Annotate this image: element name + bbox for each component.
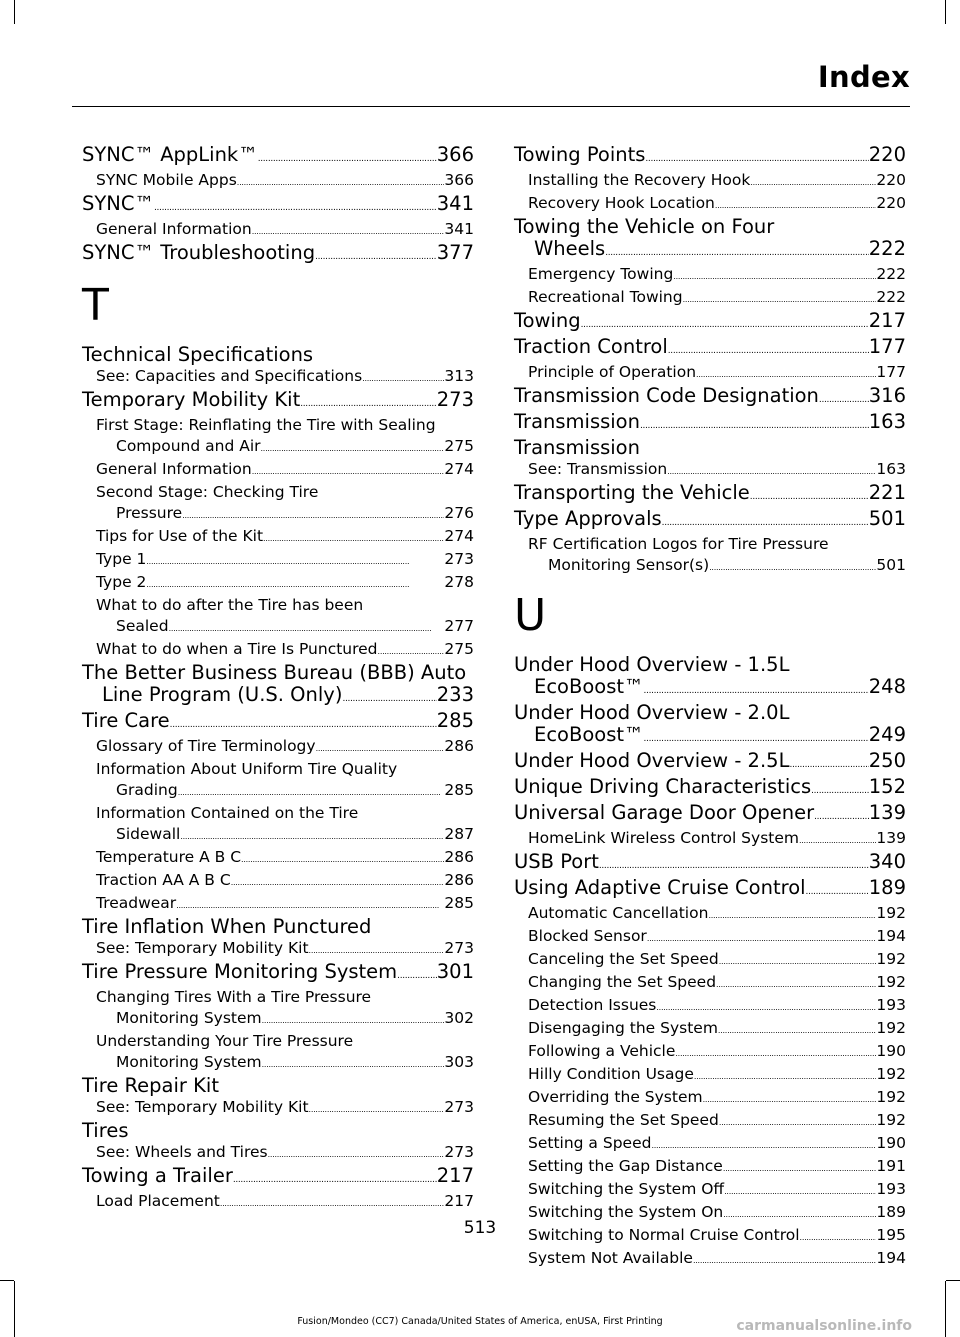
index-subentry[interactable]: General Information . . . 274: [82, 459, 474, 482]
index-subentry[interactable]: HomeLink Wireless Control System . . . 139: [514, 828, 906, 851]
index-subentry[interactable]: See: Capacities and Specifications . . . 313: [82, 366, 474, 389]
index-subentry[interactable]: Monitoring System . . . 302: [82, 1008, 474, 1031]
index-entry[interactable]: EcoBoost™ . . . 249: [514, 724, 906, 750]
index-entry[interactable]: Transmission Code Designation . . . 316: [514, 385, 906, 411]
index-entry[interactable]: Traction Control . . . 177: [514, 336, 906, 362]
index-column-right: [514, 144, 906, 1271]
index-entry[interactable]: EcoBoost™ . . . 248: [514, 676, 906, 702]
index-subentry[interactable]: Disengaging the System . . . 192: [514, 1018, 906, 1041]
crop-mark-bottom-right-h: [946, 1280, 960, 1281]
index-entry[interactable]: Transmission . . . 163: [514, 411, 906, 437]
index-subentry[interactable]: System Not Available . . . 194: [514, 1248, 906, 1271]
index-subentry[interactable]: Detection Issues . . . 193: [514, 995, 906, 1018]
index-subentry[interactable]: Canceling the Set Speed . . . 192: [514, 949, 906, 972]
index-entry-line: The Better Business Bureau (BBB) Auto: [82, 661, 467, 684]
index-subentry[interactable]: Tips for Use of the Kit . . . 274: [82, 526, 474, 549]
index-subentry[interactable]: Temperature A B C . . . 286: [82, 847, 474, 870]
section-letter: T: [82, 280, 109, 331]
footer-text: Fusion/Mondeo (CC7) Canada/United States of America, enUSA, First Printing: [297, 1316, 663, 1327]
index-entry[interactable]: Using Adaptive Cruise Control . . . 189: [514, 877, 906, 903]
index-entry[interactable]: Universal Garage Door Opener . . . 139: [514, 802, 906, 828]
index-subentry[interactable]: Emergency Towing . . . 222: [514, 264, 906, 287]
index-subentry[interactable]: Compound and Air . . . 275: [82, 436, 474, 459]
index-subentry[interactable]: General Information . . . 341: [82, 219, 474, 242]
index-subentry[interactable]: Installing the Recovery Hook . . . 220: [514, 170, 906, 193]
index-entry-heading: Transmission: [514, 436, 640, 459]
page-number: 513: [463, 1218, 497, 1238]
index-subentry[interactable]: What to do when a Tire Is Punctured . . . 275: [82, 639, 474, 662]
index-subentry[interactable]: Glossary of Tire Terminology . . . 286: [82, 736, 474, 759]
index-entry[interactable]: Temporary Mobility Kit . . . 273: [82, 389, 474, 415]
page-title: Index: [817, 60, 910, 94]
index-subentry[interactable]: Monitoring Sensor(s) . . . 501: [514, 555, 906, 578]
index-entry[interactable]: Towing Points . . . 220: [514, 144, 906, 170]
index-entry-line: Under Hood Overview - 2.0L: [514, 701, 790, 724]
crop-mark-top-left: [14, 0, 15, 24]
crop-mark-bottom-left: [14, 1281, 15, 1337]
index-subentry[interactable]: Grading . . . 285: [82, 780, 474, 803]
index-subentry-line: Second Stage: Checking Tire: [96, 483, 319, 501]
index-entry[interactable]: Towing . . . 217: [514, 310, 906, 336]
index-subentry[interactable]: Setting a Speed . . . 190: [514, 1133, 906, 1156]
index-subentry[interactable]: See: Temporary Mobility Kit . . . 273: [82, 1097, 474, 1120]
index-subentry[interactable]: Type 1 . . . 273: [82, 549, 474, 572]
index-subentry[interactable]: Hilly Condition Usage . . . 192: [514, 1064, 906, 1087]
index-entry[interactable]: Unique Driving Characteristics . . . 152: [514, 776, 906, 802]
index-subentry[interactable]: SYNC Mobile Apps . . . 366: [82, 170, 474, 193]
index-subentry[interactable]: Switching the System On . . . 189: [514, 1202, 906, 1225]
index-entry[interactable]: Type Approvals . . . 501: [514, 508, 906, 534]
index-subentry[interactable]: Setting the Gap Distance . . . 191: [514, 1156, 906, 1179]
index-subentry-line: Understanding Your Tire Pressure: [96, 1032, 354, 1050]
index-entry[interactable]: SYNC™ AppLink™ . . . 366: [82, 144, 474, 170]
index-entry[interactable]: Tire Care . . . 285: [82, 710, 474, 736]
index-subentry[interactable]: Monitoring System . . . 303: [82, 1052, 474, 1075]
index-entry[interactable]: USB Port . . . 340: [514, 851, 906, 877]
index-subentry[interactable]: See: Wheels and Tires . . . 273: [82, 1142, 474, 1165]
index-subentry[interactable]: Sidewall . . . 287: [82, 824, 474, 847]
index-subentry[interactable]: Recreational Towing . . . 222: [514, 287, 906, 310]
index-subentry[interactable]: Sealed . . . 277: [82, 616, 474, 639]
crop-mark-bottom-left-h: [0, 1280, 14, 1281]
index-subentry[interactable]: Switching to Normal Cruise Control . . . 195: [514, 1225, 906, 1248]
section-letter: U: [514, 590, 547, 641]
crop-mark-top-right: [945, 0, 946, 24]
index-subentry[interactable]: Recovery Hook Location . . . 220: [514, 193, 906, 216]
index-subentry[interactable]: Following a Vehicle . . . 190: [514, 1041, 906, 1064]
index-subentry[interactable]: Automatic Cancellation . . . 192: [514, 903, 906, 926]
index-subentry-line: What to do after the Tire has been: [96, 596, 364, 614]
index-entry-heading: Tire Inflation When Punctured: [82, 915, 372, 938]
index-subentry[interactable]: Treadwear . . . 285: [82, 893, 474, 916]
index-subentry[interactable]: See: Transmission . . . 163: [514, 459, 906, 482]
index-subentry[interactable]: Traction AA A B C . . . 286: [82, 870, 474, 893]
index-entry-heading: Tires: [82, 1119, 129, 1142]
index-entry-heading: Technical Specifications: [82, 343, 314, 366]
index-subentry[interactable]: See: Temporary Mobility Kit . . . 273: [82, 938, 474, 961]
index-subentry-line: Changing Tires With a Tire Pressure: [96, 988, 372, 1006]
index-entry[interactable]: SYNC™ . . . 341: [82, 193, 474, 219]
index-subentry[interactable]: Type 2 . . . 278: [82, 572, 474, 595]
index-entry-heading: Tire Repair Kit: [82, 1074, 219, 1097]
index-subentry-line: Information About Uniform Tire Quality: [96, 760, 398, 778]
index-subentry[interactable]: Principle of Operation . . . 177: [514, 362, 906, 385]
index-column-left: [82, 144, 474, 1214]
index-entry-line: Under Hood Overview - 1.5L: [514, 653, 790, 676]
index-subentry[interactable]: Switching the System Off . . . 193: [514, 1179, 906, 1202]
index-entry[interactable]: Under Hood Overview - 2.5L . . . 250: [514, 750, 906, 776]
index-subentry[interactable]: Pressure . . . 276: [82, 503, 474, 526]
index-entry[interactable]: SYNC™ Troubleshooting . . . 377: [82, 242, 474, 268]
index-subentry[interactable]: Blocked Sensor . . . 194: [514, 926, 906, 949]
index-subentry-line: RF Certification Logos for Tire Pressure: [528, 535, 829, 553]
crop-mark-bottom-right: [945, 1281, 946, 1337]
index-subentry[interactable]: Changing the Set Speed . . . 192: [514, 972, 906, 995]
index-subentry[interactable]: Overriding the System . . . 192: [514, 1087, 906, 1110]
index-entry[interactable]: Transporting the Vehicle . . . 221: [514, 482, 906, 508]
index-subentry-line: First Stage: Reinflating the Tire with Sealing: [96, 416, 436, 434]
index-entry[interactable]: Towing a Trailer . . . 217: [82, 1165, 474, 1191]
header-divider: [72, 106, 910, 107]
watermark: carmanualsonline.info: [736, 1318, 912, 1334]
index-subentry[interactable]: Resuming the Set Speed . . . 192: [514, 1110, 906, 1133]
index-entry-line: Towing the Vehicle on Four: [514, 215, 775, 238]
index-entry[interactable]: Wheels . . . 222: [514, 238, 906, 264]
index-entry[interactable]: Line Program (U.S. Only) . . . 233: [82, 684, 474, 710]
index-subentry-line: Information Contained on the Tire: [96, 804, 359, 822]
index-subentry[interactable]: Load Placement . . . 217: [82, 1191, 474, 1214]
index-entry[interactable]: Tire Pressure Monitoring System . . . 301: [82, 961, 474, 987]
